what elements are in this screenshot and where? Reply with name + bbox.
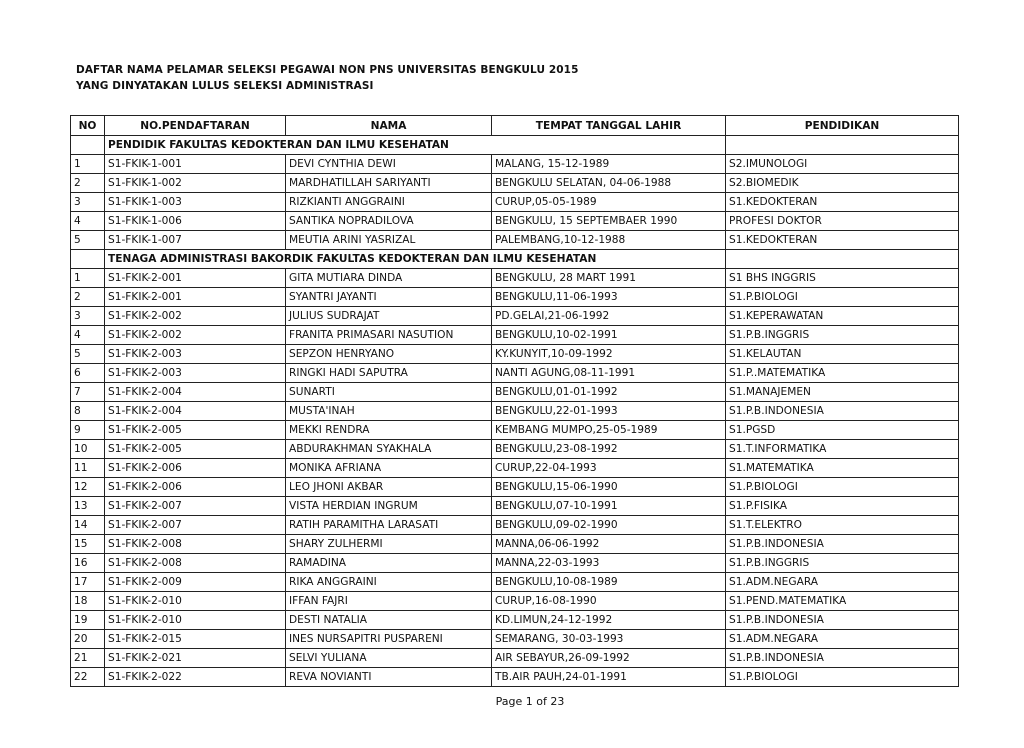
cell-nama: MEUTIA ARINI YASRIZAL: [286, 231, 492, 250]
cell-pendidikan: S1.T.ELEKTRO: [726, 516, 959, 535]
cell-pendidikan: S1.P.BIOLOGI: [726, 478, 959, 497]
cell-pendidikan: S1.ADM.NEGARA: [726, 573, 959, 592]
table-row: [71, 535, 959, 554]
cell-tempat-tanggal-lahir: KEMBANG MUMPO,25-05-1989: [492, 421, 726, 440]
document-subtitle: YANG DINYATAKAN LULUS SELEKSI ADMINISTRASI: [76, 80, 374, 92]
cell-no: 4: [71, 212, 105, 231]
cell-nama: RIZKIANTI ANGGRAINI: [286, 193, 492, 212]
table-row: [71, 668, 959, 687]
cell-no-pendaftaran: S1-FKIK-2-003: [105, 364, 286, 383]
cell-pendidikan: S1.KEDOKTERAN: [726, 231, 959, 250]
table-row: [71, 307, 959, 326]
table-row: [71, 383, 959, 402]
cell-pendidikan: S1.KEDOKTERAN: [726, 193, 959, 212]
document-heading: [76, 62, 578, 94]
cell-pendidikan: S1.P.BIOLOGI: [726, 288, 959, 307]
cell-no-pendaftaran: S1-FKIK-2-001: [105, 288, 286, 307]
cell-no-pendaftaran: S1-FKIK-1-006: [105, 212, 286, 231]
cell-pendidikan: S1.P.B.INGGRIS: [726, 326, 959, 345]
section-row: [71, 136, 959, 155]
cell-no-pendaftaran: S1-FKIK-1-007: [105, 231, 286, 250]
cell-pendidikan: S1.ADM.NEGARA: [726, 630, 959, 649]
cell-pendidikan: S1.PEND.MATEMATIKA: [726, 592, 959, 611]
cell-nama: FRANITA PRIMASARI NASUTION: [286, 326, 492, 345]
cell-no: 22: [71, 668, 105, 687]
header-nama: NAMA: [286, 116, 492, 136]
cell-nama: SANTIKA NOPRADILOVA: [286, 212, 492, 231]
cell-pendidikan: S1.P.FISIKA: [726, 497, 959, 516]
table-body: [71, 136, 959, 687]
cell-nama: MONIKA AFRIANA: [286, 459, 492, 478]
applicant-table: [70, 115, 959, 687]
cell-tempat-tanggal-lahir: CURUP,16-08-1990: [492, 592, 726, 611]
cell-pendidikan: S1 BHS INGGRIS: [726, 269, 959, 288]
cell-no: 9: [71, 421, 105, 440]
cell-pendidikan: S1.T.INFORMATIKA: [726, 440, 959, 459]
cell-tempat-tanggal-lahir: BENGKULU, 28 MART 1991: [492, 269, 726, 288]
cell-pendidikan: S1.KELAUTAN: [726, 345, 959, 364]
table-row: [71, 497, 959, 516]
cell-no-pendaftaran: S1-FKIK-2-001: [105, 269, 286, 288]
cell-pendidikan: S1.KEPERAWATAN: [726, 307, 959, 326]
section-title: PENDIDIK FAKULTAS KEDOKTERAN DAN ILMU KESEHATAN: [105, 136, 726, 155]
cell-no-pendaftaran: S1-FKIK-1-001: [105, 155, 286, 174]
cell-no-pendaftaran: S1-FKIK-2-005: [105, 421, 286, 440]
table-row: [71, 630, 959, 649]
cell-pendidikan: S1.P..MATEMATIKA: [726, 364, 959, 383]
section-pendidikan-cell: [726, 136, 959, 155]
cell-pendidikan: S1.P.B.INDONESIA: [726, 611, 959, 630]
cell-no-pendaftaran: S1-FKIK-2-021: [105, 649, 286, 668]
cell-tempat-tanggal-lahir: MANNA,22-03-1993: [492, 554, 726, 573]
cell-tempat-tanggal-lahir: MANNA,06-06-1992: [492, 535, 726, 554]
cell-no-pendaftaran: S1-FKIK-2-008: [105, 535, 286, 554]
cell-no-pendaftaran: S1-FKIK-2-003: [105, 345, 286, 364]
cell-no: 1: [71, 155, 105, 174]
table-row: [71, 440, 959, 459]
cell-no: 8: [71, 402, 105, 421]
cell-tempat-tanggal-lahir: BENGKULU,22-01-1993: [492, 402, 726, 421]
table-row: [71, 516, 959, 535]
cell-no: 7: [71, 383, 105, 402]
cell-tempat-tanggal-lahir: PALEMBANG,10-12-1988: [492, 231, 726, 250]
cell-no: 1: [71, 269, 105, 288]
cell-nama: DESTI NATALIA: [286, 611, 492, 630]
table-row: [71, 421, 959, 440]
cell-no: 4: [71, 326, 105, 345]
cell-nama: LEO JHONI AKBAR: [286, 478, 492, 497]
table-row: [71, 554, 959, 573]
cell-tempat-tanggal-lahir: BENGKULU,10-08-1989: [492, 573, 726, 592]
cell-no: 2: [71, 288, 105, 307]
document-title: DAFTAR NAMA PELAMAR SELEKSI PEGAWAI NON PNS UNIVERSITAS BENGKULU 2015: [76, 64, 579, 76]
cell-no-pendaftaran: S1-FKIK-2-004: [105, 402, 286, 421]
cell-tempat-tanggal-lahir: CURUP,05-05-1989: [492, 193, 726, 212]
cell-tempat-tanggal-lahir: BENGKULU,07-10-1991: [492, 497, 726, 516]
cell-tempat-tanggal-lahir: BENGKULU,23-08-1992: [492, 440, 726, 459]
cell-no: 3: [71, 307, 105, 326]
cell-nama: JULIUS SUDRAJAT: [286, 307, 492, 326]
cell-no: 5: [71, 345, 105, 364]
table-row: [71, 364, 959, 383]
cell-tempat-tanggal-lahir: BENGKULU,15-06-1990: [492, 478, 726, 497]
table-row: [71, 212, 959, 231]
cell-nama: MARDHATILLAH SARIYANTI: [286, 174, 492, 193]
cell-no-pendaftaran: S1-FKIK-2-004: [105, 383, 286, 402]
cell-pendidikan: S1.PGSD: [726, 421, 959, 440]
cell-no-pendaftaran: S1-FKIK-2-008: [105, 554, 286, 573]
table-row: [71, 231, 959, 250]
cell-nama: IFFAN FAJRI: [286, 592, 492, 611]
cell-nama: MUSTA'INAH: [286, 402, 492, 421]
cell-pendidikan: S1.P.BIOLOGI: [726, 668, 959, 687]
cell-nama: SUNARTI: [286, 383, 492, 402]
table-row: [71, 611, 959, 630]
cell-no: 18: [71, 592, 105, 611]
table-row: [71, 174, 959, 193]
cell-no-pendaftaran: S1-FKIK-2-022: [105, 668, 286, 687]
cell-nama: RINGKI HADI SAPUTRA: [286, 364, 492, 383]
cell-no: 11: [71, 459, 105, 478]
cell-pendidikan: S1.P.B.INGGRIS: [726, 554, 959, 573]
cell-no: 6: [71, 364, 105, 383]
cell-nama: RATIH PARAMITHA LARASATI: [286, 516, 492, 535]
table-row: [71, 288, 959, 307]
cell-pendidikan: S1.P.B.INDONESIA: [726, 649, 959, 668]
cell-no-pendaftaran: S1-FKIK-2-007: [105, 516, 286, 535]
cell-no-pendaftaran: S1-FKIK-2-010: [105, 592, 286, 611]
section-row: [71, 250, 959, 269]
cell-nama: ABDURAKHMAN SYAKHALA: [286, 440, 492, 459]
section-no-cell: [71, 250, 105, 269]
cell-nama: REVA NOVIANTI: [286, 668, 492, 687]
cell-no: 5: [71, 231, 105, 250]
cell-no: 12: [71, 478, 105, 497]
cell-no: 19: [71, 611, 105, 630]
cell-tempat-tanggal-lahir: SEMARANG, 30-03-1993: [492, 630, 726, 649]
cell-nama: DEVI CYNTHIA DEWI: [286, 155, 492, 174]
cell-pendidikan: S1.P.B.INDONESIA: [726, 535, 959, 554]
cell-no: 21: [71, 649, 105, 668]
cell-pendidikan: PROFESI DOKTOR: [726, 212, 959, 231]
cell-no-pendaftaran: S1-FKIK-2-002: [105, 326, 286, 345]
cell-tempat-tanggal-lahir: KD.LIMUN,24-12-1992: [492, 611, 726, 630]
page-number: Page 1 of 23: [495, 695, 565, 708]
cell-no: 13: [71, 497, 105, 516]
cell-tempat-tanggal-lahir: MALANG, 15-12-1989: [492, 155, 726, 174]
cell-tempat-tanggal-lahir: BENGKULU SELATAN, 04-06-1988: [492, 174, 726, 193]
cell-pendidikan: S2.IMUNOLOGI: [726, 155, 959, 174]
cell-no: 10: [71, 440, 105, 459]
cell-tempat-tanggal-lahir: BENGKULU, 15 SEPTEMBAER 1990: [492, 212, 726, 231]
section-title: TENAGA ADMINISTRASI BAKORDIK FAKULTAS KEDOKTERAN DAN ILMU KESEHATAN: [105, 250, 726, 269]
cell-tempat-tanggal-lahir: BENGKULU,09-02-1990: [492, 516, 726, 535]
cell-nama: SHARY ZULHERMI: [286, 535, 492, 554]
cell-tempat-tanggal-lahir: KY.KUNYIT,10-09-1992: [492, 345, 726, 364]
cell-no: 2: [71, 174, 105, 193]
table-row: [71, 573, 959, 592]
cell-no-pendaftaran: S1-FKIK-1-002: [105, 174, 286, 193]
cell-pendidikan: S1.MANAJEMEN: [726, 383, 959, 402]
cell-tempat-tanggal-lahir: NANTI AGUNG,08-11-1991: [492, 364, 726, 383]
cell-nama: RAMADINA: [286, 554, 492, 573]
table-row: [71, 345, 959, 364]
cell-no-pendaftaran: S1-FKIK-2-009: [105, 573, 286, 592]
header-no: NO: [71, 116, 105, 136]
table-row: [71, 269, 959, 288]
cell-no-pendaftaran: S1-FKIK-1-003: [105, 193, 286, 212]
cell-no: 17: [71, 573, 105, 592]
cell-no-pendaftaran: S1-FKIK-2-010: [105, 611, 286, 630]
cell-nama: GITA MUTIARA DINDA: [286, 269, 492, 288]
cell-tempat-tanggal-lahir: PD.GELAI,21-06-1992: [492, 307, 726, 326]
cell-no: 15: [71, 535, 105, 554]
cell-nama: MEKKI RENDRA: [286, 421, 492, 440]
cell-nama: SYANTRI JAYANTI: [286, 288, 492, 307]
table-header-row: [71, 116, 959, 136]
cell-tempat-tanggal-lahir: AIR SEBAYUR,26-09-1992: [492, 649, 726, 668]
cell-tempat-tanggal-lahir: BENGKULU,01-01-1992: [492, 383, 726, 402]
cell-no-pendaftaran: S1-FKIK-2-007: [105, 497, 286, 516]
cell-pendidikan: S1.MATEMATIKA: [726, 459, 959, 478]
cell-no-pendaftaran: S1-FKIK-2-005: [105, 440, 286, 459]
cell-tempat-tanggal-lahir: TB.AIR PAUH,24-01-1991: [492, 668, 726, 687]
cell-no-pendaftaran: S1-FKIK-2-006: [105, 459, 286, 478]
section-pendidikan-cell: [726, 250, 959, 269]
cell-no: 3: [71, 193, 105, 212]
cell-no: 14: [71, 516, 105, 535]
cell-nama: SEPZON HENRYANO: [286, 345, 492, 364]
cell-nama: INES NURSAPITRI PUSPARENI: [286, 630, 492, 649]
table-row: [71, 326, 959, 345]
cell-no-pendaftaran: S1-FKIK-2-015: [105, 630, 286, 649]
cell-pendidikan: S1.P.B.INDONESIA: [726, 402, 959, 421]
table-row: [71, 459, 959, 478]
cell-no: 20: [71, 630, 105, 649]
cell-tempat-tanggal-lahir: BENGKULU,10-02-1991: [492, 326, 726, 345]
cell-tempat-tanggal-lahir: CURUP,22-04-1993: [492, 459, 726, 478]
cell-no: 16: [71, 554, 105, 573]
table-row: [71, 193, 959, 212]
table-row: [71, 155, 959, 174]
cell-no-pendaftaran: S1-FKIK-2-002: [105, 307, 286, 326]
table-row: [71, 592, 959, 611]
header-pendidikan: PENDIDIKAN: [726, 116, 959, 136]
cell-nama: RIKA ANGGRAINI: [286, 573, 492, 592]
table-row: [71, 478, 959, 497]
cell-nama: SELVI YULIANA: [286, 649, 492, 668]
header-tempat-tanggal-lahir: TEMPAT TANGGAL LAHIR: [492, 116, 726, 136]
cell-pendidikan: S2.BIOMEDIK: [726, 174, 959, 193]
table-row: [71, 649, 959, 668]
cell-no-pendaftaran: S1-FKIK-2-006: [105, 478, 286, 497]
cell-nama: VISTA HERDIAN INGRUM: [286, 497, 492, 516]
header-no-pendaftaran: NO.PENDAFTARAN: [105, 116, 286, 136]
section-no-cell: [71, 136, 105, 155]
table-row: [71, 402, 959, 421]
cell-tempat-tanggal-lahir: BENGKULU,11-06-1993: [492, 288, 726, 307]
